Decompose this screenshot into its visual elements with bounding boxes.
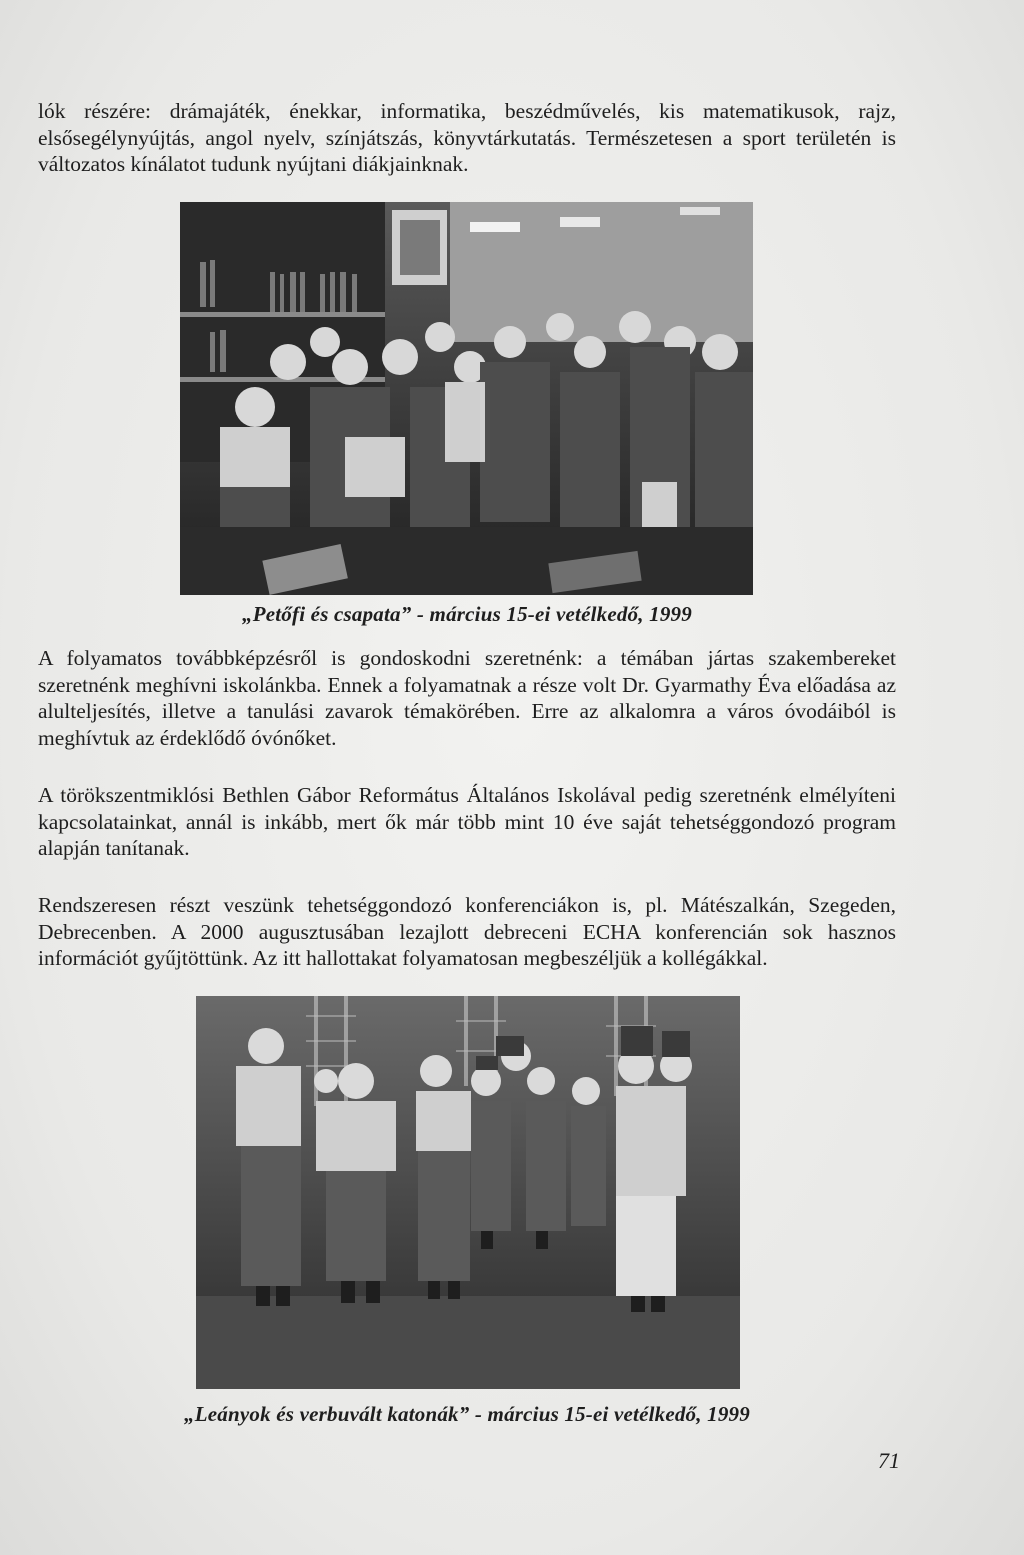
photo-caption-leanyok: „Leányok és verbuvált katonák” - március 15-ei vetélkedő, 1999: [184, 1402, 750, 1426]
paragraph-activities: lók részére: drámajáték, énekkar, informatika, beszédművelés, kis matematikusok, rajz, elsősegélynyújtás, angol nyelv, színjátszás, könyvtárkutatás. Természetesen a sport területén is változatos kínálatot tudunk nyújtani diákjainknak.: [38, 99, 896, 176]
paragraph-training: A folyamatos továbbképzésről is gondoskodni szeretnénk: a témában jártas szakembereket szeretnénk meghívni iskolánkba. Ennek a folyamatnak a része volt Dr. Gyarmathy Éva előadása az alulteljesítés, illetve a tanulási zavarok témakörében. Erre az alkalomra a város óvodáiból is meghívtuk az érdeklődő óvónőket.: [38, 646, 896, 750]
photo-petofi-team-image: [180, 202, 753, 595]
page-number: 71: [878, 1448, 900, 1473]
photo-girls-and-soldiers-image: [196, 996, 740, 1389]
photo-petofi-team: [180, 202, 753, 595]
paragraph-conferences: Rendszeresen részt veszünk tehetséggondozó konferenciákon is, pl. Mátészalkán, Szegeden, Debrecenben. A 2000 augusztusában lezajlott debreceni ECHA konferencián sok hasznos információt gyűjtöttünk. Az itt hallottakat folyamatosan megbeszéljük a kollégákkal.: [38, 893, 896, 970]
photo-caption-petofi: „Petőfi és csapata” - március 15-ei vetélkedő, 1999: [242, 602, 692, 626]
photo-girls-and-soldiers: [196, 996, 740, 1389]
paragraph-partnership: A törökszentmiklósi Bethlen Gábor Református Általános Iskolával pedig szeretnénk elmélyíteni kapcsolatainkat, annál is inkább, mert ők már több mint 10 éve saját tehetséggondozó program alapján tanítanak.: [38, 783, 896, 860]
